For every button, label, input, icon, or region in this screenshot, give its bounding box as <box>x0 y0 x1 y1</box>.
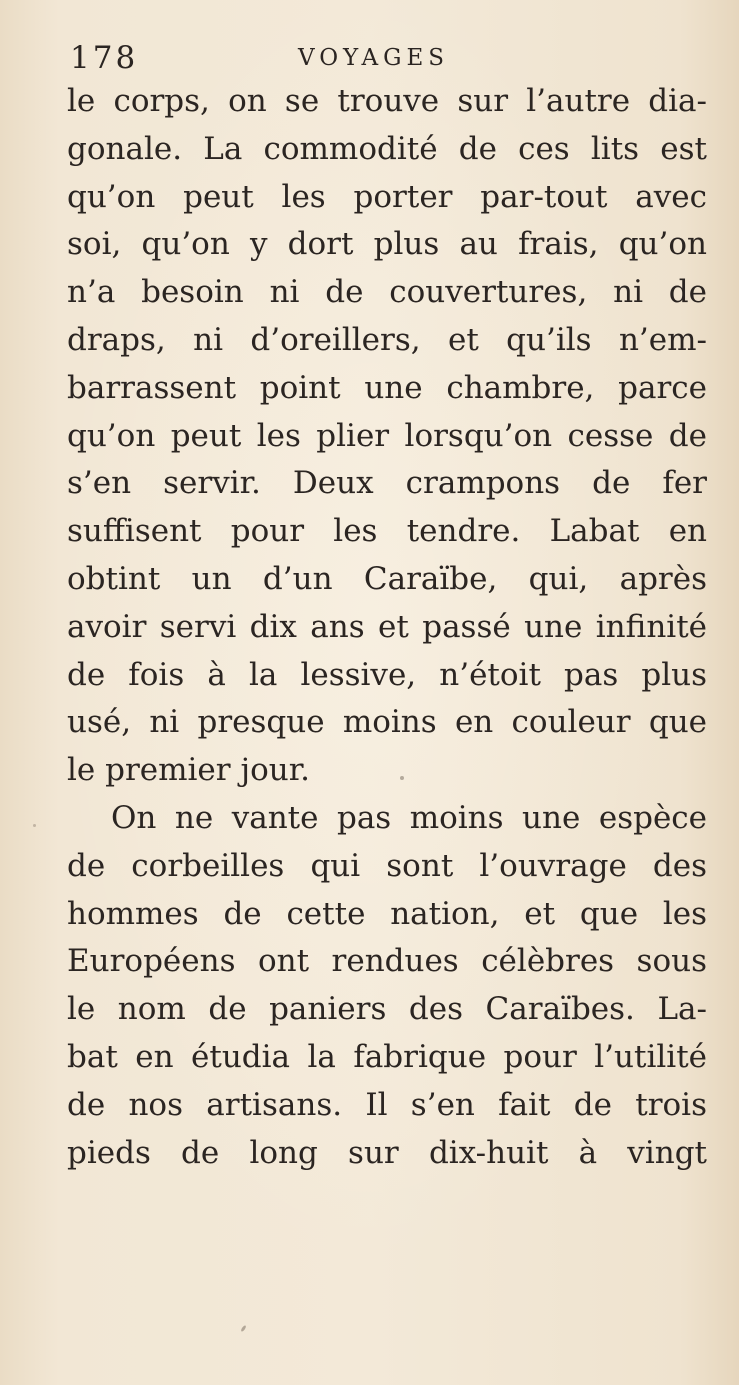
text-line: barrassent point une chambre, parce <box>67 369 707 406</box>
text-line: qu’on peut les plier lorsqu’on cesse de <box>67 417 707 454</box>
text-line: le nom de paniers des Caraïbes. La- <box>67 991 707 1028</box>
text-line: avoir servi dix ans et passé une infinité <box>67 608 707 645</box>
text-line: gonale. La commodité de ces lits est <box>67 130 707 167</box>
text-line: soi, qu’on y dort plus au frais, qu’on <box>67 226 707 263</box>
text-line: draps, ni d’oreillers, et qu’ils n’em- <box>67 321 707 358</box>
text-line: usé, ni presque moins en couleur que <box>67 704 707 741</box>
ink-speck <box>240 1325 246 1332</box>
text-line: de corbeilles qui sont l’ouvrage des <box>67 847 707 884</box>
text-line: suffisent pour les tendre. Labat en <box>67 513 707 550</box>
text-line: de nos artisans. Il s’en fait de trois <box>67 1086 707 1123</box>
text-line: de fois à la lessive, n’étoit pas plus <box>67 656 707 693</box>
running-title: VOYAGES <box>298 45 449 71</box>
text-line: bat en étudia la fabrique pour l’utilité <box>67 1038 707 1075</box>
text-line-paragraph-start: On ne vante pas moins une espèce <box>111 799 707 836</box>
body-text <box>67 78 707 1177</box>
page-number: 178 <box>70 40 139 76</box>
text-line: hommes de cette nation, et que les <box>67 895 707 932</box>
ink-speck <box>33 824 36 827</box>
text-line-paragraph-end: le premier jour. <box>67 752 310 789</box>
text-line: qu’on peut les porter par-tout avec <box>67 178 707 215</box>
running-head <box>70 38 710 78</box>
text-line: s’en servir. Deux crampons de fer <box>67 465 707 502</box>
ink-speck <box>400 776 404 780</box>
text-line: pieds de long sur dix-huit à vingt <box>67 1134 707 1171</box>
text-line: le corps, on se trouve sur l’autre dia- <box>67 83 707 119</box>
text-line: obtint un d’un Caraïbe, qui, après <box>67 560 707 597</box>
text-line: n’a besoin ni de couvertures, ni de <box>67 274 707 311</box>
text-line: Européens ont rendues célèbres sous <box>67 943 707 980</box>
